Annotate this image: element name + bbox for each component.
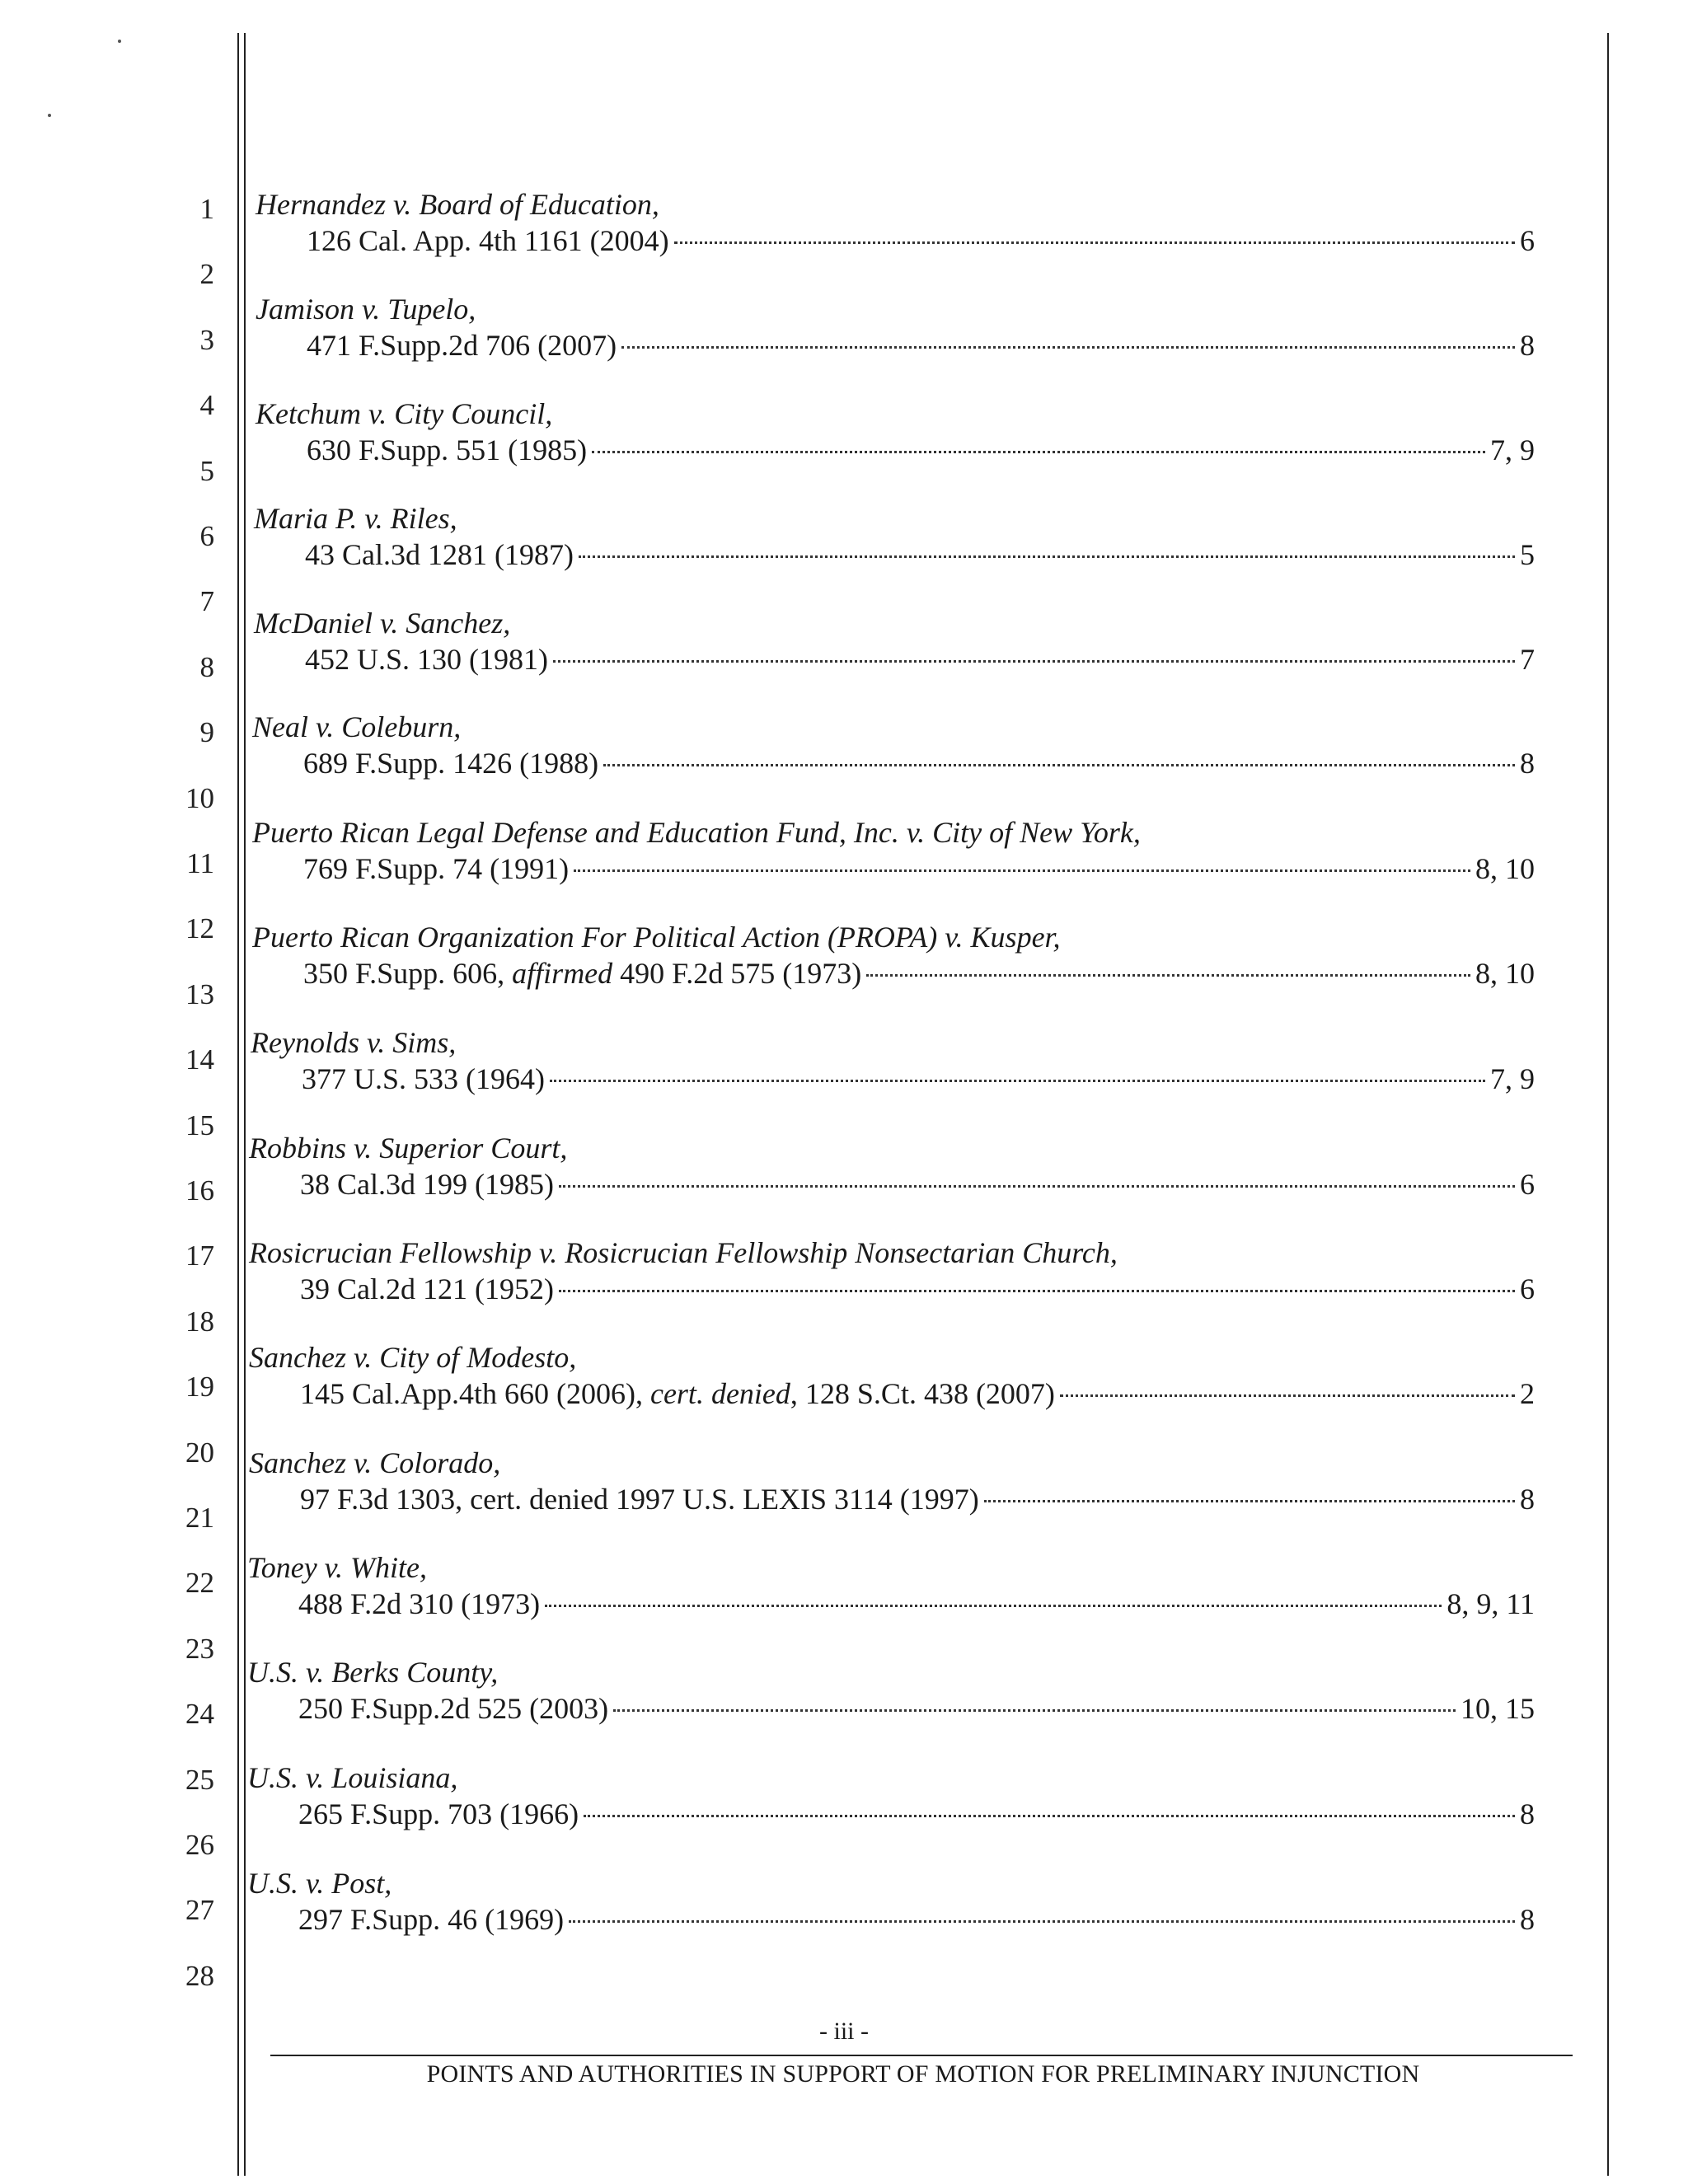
line-number: 3	[199, 323, 214, 356]
dot-leader	[559, 1185, 1515, 1188]
citation-text: 452 U.S. 130 (1981)	[305, 643, 548, 676]
citation-row	[252, 747, 1535, 780]
line-number: 11	[186, 847, 214, 879]
scan-speck	[118, 40, 121, 43]
page-number: - iii -	[819, 2018, 869, 2045]
authority-entry	[249, 1132, 1535, 1201]
citation	[305, 643, 548, 676]
citation-text: 145 Cal.App.4th 660 (2006),	[300, 1377, 643, 1410]
case-name: Reynolds v. Sims,	[251, 1026, 457, 1059]
dot-leader	[559, 1290, 1515, 1292]
case-name: Ketchum v. City Council,	[256, 397, 553, 430]
left-margin-rule-outer	[237, 33, 239, 2176]
dot-leader	[592, 451, 1485, 453]
citation	[307, 224, 669, 257]
line-number: 1	[199, 193, 214, 225]
dot-leader	[613, 1709, 1456, 1712]
case-name: Robbins v. Superior Court,	[249, 1132, 568, 1165]
line-number: 12	[185, 912, 214, 945]
citation-text: 769 F.Supp. 74 (1991)	[303, 852, 570, 885]
page-references: 6	[1520, 1168, 1535, 1201]
citation	[300, 1168, 554, 1201]
citation-row	[247, 1797, 1535, 1830]
case-name: Sanchez v. Colorado,	[249, 1446, 501, 1479]
authority-entry	[252, 816, 1535, 885]
citation-row	[252, 957, 1535, 990]
citation-italic: cert. denied	[649, 1377, 790, 1410]
citation-text: 297 F.Supp. 46 (1969)	[298, 1903, 565, 1936]
dot-leader	[1060, 1394, 1515, 1397]
line-number: 17	[185, 1240, 214, 1272]
dot-leader	[550, 1080, 1485, 1082]
case-name: Hernandez v. Board of Education,	[256, 188, 659, 221]
citation-row	[252, 852, 1535, 885]
line-number: 27	[185, 1894, 214, 1927]
citation-text: 630 F.Supp. 551 (1985)	[307, 434, 588, 466]
dot-leader	[553, 660, 1515, 663]
line-number: 5	[199, 454, 214, 487]
citation-text: 43 Cal.3d 1281 (1987)	[305, 538, 574, 571]
dot-leader	[584, 1815, 1515, 1817]
case-name: Jamison v. Tupelo,	[256, 293, 476, 326]
citation-row	[256, 434, 1535, 466]
line-number: 24	[185, 1698, 214, 1731]
citation	[300, 1483, 979, 1516]
footer-rule	[270, 2055, 1573, 2056]
citation-row	[256, 224, 1535, 257]
line-number: 23	[185, 1632, 214, 1665]
authority-entry	[247, 1656, 1535, 1725]
citation-text: 377 U.S. 533 (1964)	[302, 1062, 545, 1095]
dot-leader	[545, 1605, 1442, 1607]
case-name: Toney v. White,	[247, 1551, 427, 1584]
page-references: 2	[1520, 1377, 1535, 1410]
citation-row	[247, 1587, 1535, 1620]
line-number: 10	[185, 781, 214, 814]
citation	[302, 1062, 545, 1095]
citation-text: 689 F.Supp. 1426 (1988)	[303, 747, 599, 780]
dot-leader	[674, 241, 1515, 244]
case-name: McDaniel v. Sanchez,	[254, 607, 511, 640]
right-margin-rule	[1607, 33, 1609, 2176]
line-number: 6	[199, 520, 214, 552]
page-references: 8, 10	[1475, 852, 1535, 885]
citation-row	[247, 1903, 1535, 1936]
citation-row	[249, 1168, 1535, 1201]
authority-entry	[252, 921, 1535, 990]
authority-entry	[247, 1867, 1535, 1936]
line-number: 25	[185, 1763, 214, 1796]
citation-text: 39 Cal.2d 121 (1952)	[300, 1272, 554, 1305]
page-references: 8	[1520, 747, 1535, 780]
page-references: 5	[1520, 538, 1535, 571]
line-number: 16	[185, 1174, 214, 1207]
page-references: 6	[1520, 224, 1535, 257]
line-number: 28	[185, 1959, 214, 1992]
line-number: 7	[199, 585, 214, 618]
citation	[303, 747, 598, 780]
case-name: Puerto Rican Organization For Political Action (PROPA) v. Kusper,	[252, 921, 1061, 954]
authority-entry	[249, 1341, 1535, 1410]
line-number: 9	[199, 716, 214, 749]
citation-text: 490 F.2d 575 (1973)	[620, 957, 862, 990]
citation-row	[256, 329, 1535, 362]
citation-text: 350 F.Supp. 606,	[303, 957, 505, 990]
authority-entry	[249, 1236, 1535, 1305]
citation	[298, 1797, 579, 1830]
page-references: 7, 9	[1490, 1062, 1535, 1095]
dot-leader	[621, 346, 1515, 349]
authority-entry	[254, 607, 1535, 676]
citation-text: 265 F.Supp. 703 (1966)	[298, 1797, 579, 1830]
authority-entry	[249, 1446, 1535, 1516]
page-references: 7	[1520, 643, 1535, 676]
case-name: U.S. v. Berks County,	[247, 1656, 499, 1689]
page-references: 8	[1520, 329, 1535, 362]
authority-entry	[256, 293, 1535, 362]
case-name: U.S. v. Post,	[247, 1867, 392, 1900]
citation	[298, 1903, 564, 1936]
citation	[307, 434, 587, 466]
line-number: 8	[199, 650, 214, 683]
case-name: Puerto Rican Legal Defense and Education Fund, Inc. v. City of New York,	[252, 816, 1141, 849]
citation	[300, 1377, 1055, 1410]
footer-title: POINTS AND AUTHORITIES IN SUPPORT OF MOTION FOR PRELIMINARY INJUNCTION	[426, 2060, 1420, 2088]
page-references: 8, 10	[1475, 957, 1535, 990]
citation	[303, 852, 569, 885]
line-number: 4	[199, 389, 214, 422]
dot-leader	[574, 869, 1470, 872]
citation-text: 471 F.Supp.2d 706 (2007)	[307, 329, 617, 362]
citation-row	[249, 1483, 1535, 1516]
page-references: 8	[1520, 1483, 1535, 1516]
dot-leader	[569, 1920, 1515, 1923]
case-name: U.S. v. Louisiana,	[247, 1761, 458, 1794]
citation	[300, 1272, 554, 1305]
page-references: 10, 15	[1461, 1692, 1535, 1725]
citation	[298, 1692, 608, 1725]
authority-entry	[251, 1026, 1535, 1095]
line-number: 18	[185, 1305, 214, 1338]
scan-speck	[48, 114, 51, 117]
citation	[303, 957, 861, 990]
line-number: 2	[199, 258, 214, 291]
dot-leader	[603, 764, 1515, 766]
line-number: 13	[185, 977, 214, 1010]
citation-text: 97 F.3d 1303, cert. denied 1997 U.S. LEXIS 3114 (1997)	[300, 1483, 979, 1516]
case-name: Maria P. v. Riles,	[254, 502, 457, 535]
citation-row	[249, 1377, 1535, 1410]
authority-entry	[256, 188, 1535, 257]
authority-entry	[247, 1761, 1535, 1830]
citation	[307, 329, 617, 362]
line-number: 19	[185, 1371, 214, 1404]
page-references: 8	[1520, 1797, 1535, 1830]
citation-text: 126 Cal. App. 4th 1161 (2004)	[307, 224, 669, 257]
line-number: 22	[185, 1567, 214, 1600]
page-references: 8	[1520, 1903, 1535, 1936]
citation-row	[254, 643, 1535, 676]
dot-leader	[866, 974, 1470, 977]
page-references: 7, 9	[1490, 434, 1535, 466]
citation-row	[249, 1272, 1535, 1305]
authority-entry	[252, 710, 1535, 780]
citation-text: 488 F.2d 310 (1973)	[298, 1587, 541, 1620]
case-name: Rosicrucian Fellowship v. Rosicrucian Fellowship Nonsectarian Church,	[249, 1236, 1118, 1269]
citation-row	[254, 538, 1535, 571]
line-number: 15	[185, 1108, 214, 1141]
citation	[298, 1587, 540, 1620]
page-references: 8, 9, 11	[1447, 1587, 1535, 1620]
page-references: 6	[1520, 1272, 1535, 1305]
line-number: 20	[185, 1436, 214, 1469]
citation-italic: affirmed	[512, 957, 613, 990]
line-number: 21	[185, 1502, 214, 1534]
line-number: 26	[185, 1829, 214, 1861]
citation-row	[251, 1062, 1535, 1095]
line-number: 14	[185, 1043, 214, 1076]
citation-text: 38 Cal.3d 199 (1985)	[300, 1168, 554, 1201]
citation	[305, 538, 574, 571]
citation-row	[247, 1692, 1535, 1725]
authority-entry	[254, 502, 1535, 571]
citation-text: , 128 S.Ct. 438 (2007)	[790, 1377, 1055, 1410]
dot-leader	[579, 555, 1515, 558]
case-name: Sanchez v. City of Modesto,	[249, 1341, 577, 1374]
citation-text: 250 F.Supp.2d 525 (2003)	[298, 1692, 609, 1725]
dot-leader	[984, 1500, 1515, 1502]
left-margin-rule-inner	[244, 33, 246, 2176]
case-name: Neal v. Coleburn,	[252, 710, 462, 743]
authority-entry	[256, 397, 1535, 466]
authority-entry	[247, 1551, 1535, 1620]
